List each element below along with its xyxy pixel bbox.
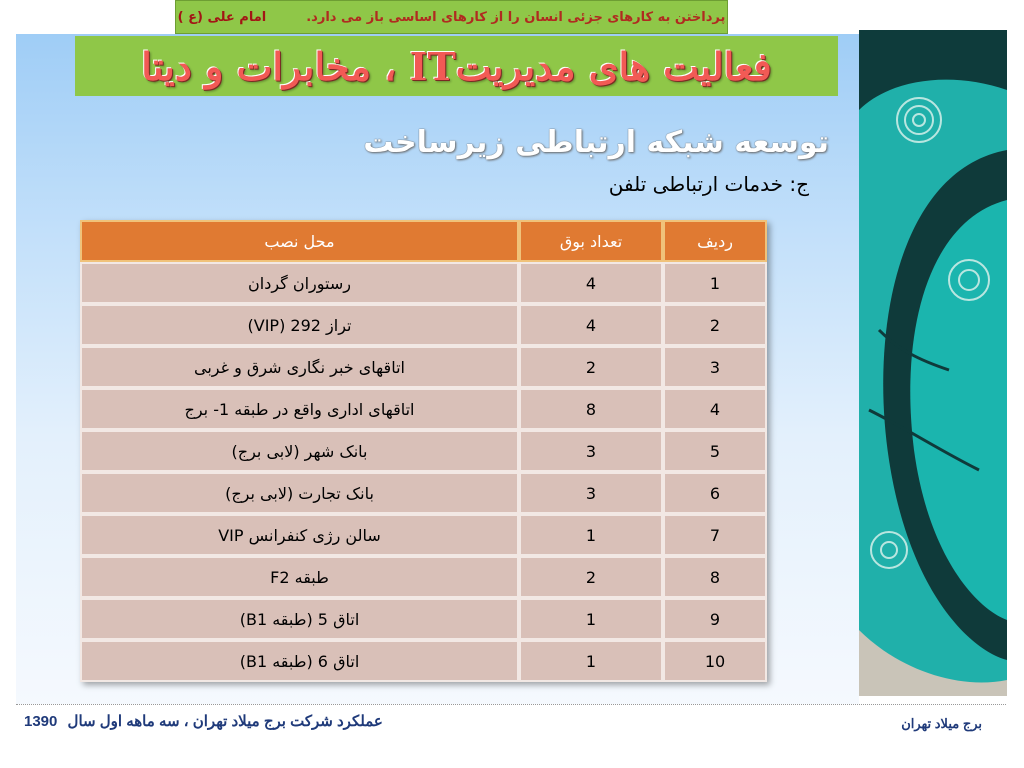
quote-banner	[175, 0, 728, 34]
table-row	[80, 346, 767, 388]
table-row	[80, 472, 767, 514]
header-line-count: تعداد بوق	[519, 220, 663, 262]
footer-report-label	[24, 712, 383, 730]
quote-text: پرداختن به کارهای جزئی انسان را از کارهای اساسی باز می دارد.	[306, 9, 726, 25]
cell-location: تراز 292 (VIP)	[80, 304, 519, 346]
cell-line-count: 3	[519, 430, 663, 472]
cell-row-number: 7	[663, 514, 767, 556]
cell-location: اتاقهای خبر نگاری شرق و غربی	[80, 346, 519, 388]
cell-location: اتاق 6 (طبقه B1)	[80, 640, 519, 682]
cell-location: بانک تجارت (لابی برج)	[80, 472, 519, 514]
cell-row-number: 3	[663, 346, 767, 388]
table-row	[80, 640, 767, 682]
table-row	[80, 598, 767, 640]
quote-author: امام علی (ع )	[177, 9, 267, 25]
footer-report-text: عملکرد شرکت برج میلاد تهران ، سه ماهه اول سال	[67, 713, 383, 730]
cell-location: سالن رژی کنفرانس VIP	[80, 514, 519, 556]
footer-divider	[16, 704, 1006, 705]
cell-row-number: 8	[663, 556, 767, 598]
table-row	[80, 430, 767, 472]
section-heading: توسعه شبکه ارتباطی زیرساخت	[363, 125, 829, 160]
cell-line-count: 1	[519, 598, 663, 640]
phone-lines-table	[80, 220, 767, 682]
cell-line-count: 3	[519, 472, 663, 514]
table-row	[80, 262, 767, 304]
table-row	[80, 556, 767, 598]
table-row	[80, 304, 767, 346]
cell-row-number: 6	[663, 472, 767, 514]
table-row	[80, 388, 767, 430]
cell-location: طبقه F2	[80, 556, 519, 598]
cell-line-count: 4	[519, 262, 663, 304]
cell-row-number: 9	[663, 598, 767, 640]
cell-location: رستوران گردان	[80, 262, 519, 304]
table-header-row	[80, 220, 767, 262]
cell-line-count: 2	[519, 346, 663, 388]
cell-row-number: 4	[663, 388, 767, 430]
cell-row-number: 2	[663, 304, 767, 346]
footer-year: 1390	[24, 713, 58, 730]
footer-company-name: برج میلاد تهران	[901, 716, 982, 731]
title-banner	[75, 36, 838, 96]
decorative-bowl-image	[859, 30, 1007, 696]
header-row-number: ردیف	[663, 220, 767, 262]
cell-line-count: 2	[519, 556, 663, 598]
cell-location: اتاق 5 (طبقه B1)	[80, 598, 519, 640]
cell-row-number: 1	[663, 262, 767, 304]
cell-row-number: 5	[663, 430, 767, 472]
cell-line-count: 4	[519, 304, 663, 346]
cell-line-count: 8	[519, 388, 663, 430]
header-location: محل نصب	[80, 220, 519, 262]
cell-line-count: 1	[519, 514, 663, 556]
slide-title: فعالیت های مدیریتIT ، مخابرات و دیتا	[141, 43, 772, 89]
cell-location: بانک شهر (لابی برج)	[80, 430, 519, 472]
table-row	[80, 514, 767, 556]
cell-line-count: 1	[519, 640, 663, 682]
cell-row-number: 10	[663, 640, 767, 682]
section-subheading: ج: خدمات ارتباطی تلفن	[608, 172, 809, 196]
cell-location: اتاقهای اداری واقع در طبقه 1- برج	[80, 388, 519, 430]
